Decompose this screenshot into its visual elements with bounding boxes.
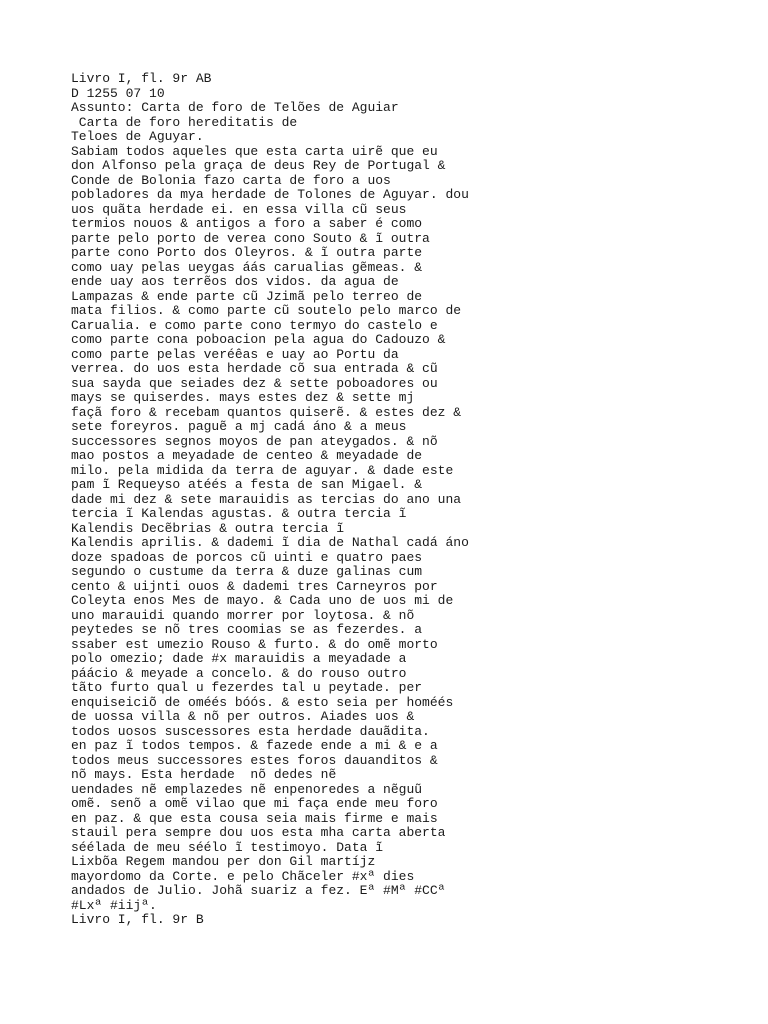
- text-line: Assunto: Carta de foro de Telões de Aguiar: [71, 100, 399, 115]
- text-line: tãto furto qual u fezerdes tal u peytade. per: [71, 680, 423, 695]
- text-line: tercia ĩ Kalendas agustas. & outra tercia ĩ: [71, 506, 407, 521]
- text-line: Livro I, fl. 9r AB: [71, 71, 212, 86]
- text-line: successores segnos moyos de pan ateygados. & nõ: [71, 433, 438, 449]
- text-line: Livro I, fl. 9r B: [71, 912, 204, 927]
- text-line: peytedes se nõ tres coomias se as fezerdes. a: [71, 622, 423, 637]
- text-line: ssaber est umezio Rouso & furto. & do omẽ morto: [71, 636, 438, 652]
- text-line: Carta de foro hereditatis de: [71, 114, 298, 130]
- text-line: termios nouos & antigos a foro a saber é como: [71, 216, 423, 231]
- text-line: mata filios. & como parte cũ soutelo pelo marco de: [71, 303, 462, 318]
- text-line: mays se quiserdes. mays estes dez & sette mj: [71, 390, 415, 405]
- text-line: mao postos a meyadade de centeo & meyadade de: [71, 448, 423, 463]
- text-line: sua sayda que seiades dez & sette poboadores ou: [71, 375, 438, 391]
- text-line: en paz ĩ todos tempos. & fazede ende a mi & e a: [71, 738, 438, 753]
- text-line: como uay pelas ueygas áás carualias gẽmeas. &: [71, 259, 423, 275]
- text-line: stauil pera sempre dou uos esta mha carta aberta: [71, 825, 446, 840]
- text-line: Kalendis aprilis. & dademi ĩ dia de Nathal cadá áno: [71, 535, 469, 550]
- text-line: sete foreyros. paguẽ a mj cadá áno & a meus: [71, 419, 407, 434]
- text-line: nõ mays. Esta herdade nõ dedes nẽ: [71, 767, 337, 782]
- text-line: ende uay aos terrẽos dos vidos. da agua de: [71, 274, 399, 289]
- text-line: Teloes de Aguyar.: [71, 129, 204, 144]
- text-line: cento & uijnti ouos & dademi tres Carneyros por: [71, 578, 438, 594]
- text-line: Lampazas & ende parte cũ Jzimã pelo terreo de: [71, 288, 423, 304]
- text-line: pam ĩ Requeyso atéés a festa de san Migael. &: [71, 477, 423, 492]
- text-line: de uossa villa & nõ per outros. Aiades uos &: [71, 709, 415, 724]
- text-line: uno marauidi quando morrer por loytosa. & nõ: [71, 607, 415, 623]
- text-line: polo omezio; dade #x marauidis a meyadade a: [71, 651, 407, 666]
- text-line: como parte cona poboacion pela agua do Cadouzo &: [71, 332, 446, 347]
- text-line: Conde de Bolonia fazo carta de foro a uos: [71, 172, 391, 188]
- text-line: todos meus successores estes foros dauanditos &: [71, 752, 438, 768]
- text-line: dade mi dez & sete marauidis as tercias do ano una: [71, 491, 462, 507]
- text-line: D 1255 07 10: [71, 85, 165, 101]
- text-line: enquiseiciõ de oméés bóós. & esto seia per homéés: [71, 694, 454, 710]
- text-line: como parte pelas veréêas e uay ao Portu da: [71, 346, 399, 362]
- text-line: uos quãta herdade ei. en essa villa cũ seus: [71, 201, 407, 217]
- text-line: uendades nẽ emplazedes nẽ enpenoredes a nẽguũ: [71, 781, 423, 797]
- text-line: verrea. do uos esta herdade cõ sua entrada & cũ: [71, 361, 438, 376]
- text-line: façã foro & recebam quantos quiserẽ. & estes dez &: [71, 404, 462, 420]
- text-line: parte cono Porto dos Oleyros. & ĩ outra parte: [71, 245, 423, 260]
- text-line: segundo o custume da terra & duze galinas cum: [71, 564, 423, 579]
- text-line: pobladores da mya herdade de Tolones de Aguyar. dou: [71, 187, 469, 202]
- text-line: Coleyta enos Mes de mayo. & Cada uno de uos mi de: [71, 593, 454, 608]
- text-line: doze spadoas de porcos cũ uinti e quatro paes: [71, 549, 423, 565]
- text-line: Carualia. e como parte cono termyo do castelo e: [71, 317, 438, 333]
- text-line: milo. pela midida da terra de aguyar. & dade este: [71, 462, 454, 478]
- text-line: omẽ. senõ a omẽ vilao que mi faça ende meu foro: [71, 796, 438, 811]
- text-line: #Lxª #iijª.: [71, 897, 157, 913]
- text-line: Sabiam todos aqueles que esta carta uirẽ que eu: [71, 143, 438, 159]
- document-text: [71, 72, 751, 928]
- text-line: parte pelo porto de verea cono Souto & ĩ outra: [71, 230, 430, 246]
- text-line: páácio & meyade a concelo. & do rouso outro: [71, 665, 407, 681]
- text-line: en paz. & que esta cousa seia mais firme e mais: [71, 810, 438, 826]
- text-line: todos uosos suscessores esta herdade dauãdita.: [71, 723, 430, 739]
- text-line: mayordomo da Corte. e pelo Chãceler #xª dies: [71, 868, 415, 884]
- text-line: Lixbõa Regem mandou per don Gil martíjz: [71, 854, 376, 869]
- text-line: séélada de meu séélo ĩ testimoyo. Data ĩ: [71, 839, 384, 855]
- text-line: don Alfonso pela graça de deus Rey de Portugal &: [71, 158, 446, 173]
- text-line: andados de Julio. Johã suariz a fez. Eª #Mª #CCª: [71, 883, 446, 898]
- text-line: Kalendis Decẽbrias & outra tercia ĩ: [71, 520, 345, 536]
